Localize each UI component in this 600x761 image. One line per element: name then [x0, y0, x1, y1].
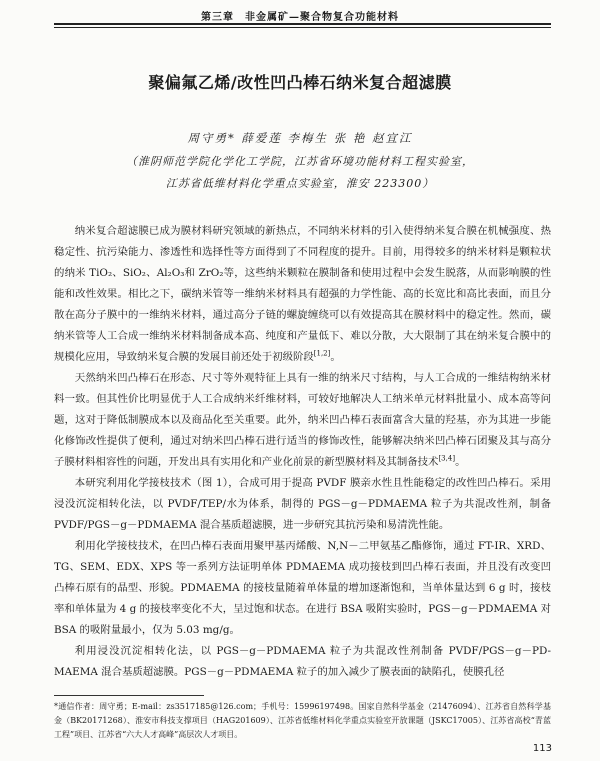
paragraph-5: 利用浸没沉淀相转化法，以 PGS－g－PDMAEMA 粒子为共混改性剂制备 PVDF/PGS－g－PD-MAEMA 混合基质超滤膜。PGS－g－PDMAEMA 粒子的加入减少了膜表面的缺陷孔，使膜孔径 [54, 645, 551, 678]
paragraph-1-end: 。 [330, 351, 341, 363]
header-rule-thick [54, 23, 551, 25]
header-rule-thin [54, 27, 551, 28]
article-title: 聚偏氟乙烯/改性凹凸棒石纳米复合超滤膜 [148, 73, 452, 92]
footnote-rule [54, 695, 204, 696]
page-number: 113 [532, 743, 552, 754]
citation-ref-1-2: [1,2] [313, 349, 331, 358]
citation-ref-3-4: [3,4] [438, 454, 456, 463]
body-text [54, 221, 551, 683]
running-header: 第三章 非金属矿—聚合物复合功能材料 [201, 12, 399, 23]
paragraph-2-text: 天然纳米凹凸棒石在形态、尺寸等外观特征上具有一维的纳米尺寸结构，与人工合成的一维结构纳米材料一致。但其性价比明显优于人工合成纳米纤维材料，可较好地解决人工纳米单元材料批量小、成本高等问题，这对于降低制膜成本以及商品化至关重要。此外，纳米凹凸棒石表面富含大量的羟基，亦为其进一步能化修饰改性提供了便利，通过对纳米凹凸棒石进行适当的修饰改性，能够解决纳米凹凸棒石团聚及其与高分子膜材料相容性的问题，开发出具有实用化和产业化前景的新型膜材料及其制备技术 [54, 372, 551, 468]
paragraph-1-text: 纳米复合超滤膜已成为膜材料研究领域的新热点，不同纳米材料的引入使得纳米复合膜在机械强度、热稳定性、抗污染能力、渗透性和选择性等方面得到了不同程度的提升。目前，用得较多的纳米材料是颗粒状的纳米 TiO₂、SiO₂、Al₂O₃和 ZrO₂等，这些纳米颗粒在膜制备和使用过程中会发生脱落，从而影响膜的性能和改性效果。相比之下，碳纳米管等一维纳米材料具有超强的力学性能、高的长宽比和高比表面，而且分散在高分子膜中的一维纳米材料，通过高分子链的螺旋缠绕可以有效提高其在膜材料中的稳定性。然而，碳纳米管等人工合成一维纳米材料制备成本高、纯度和产量低下、难以分散，大大限制了其在纳米复合膜中的规模化应用，导致纳米复合膜的发展目前还处于初级阶段 [54, 225, 551, 363]
affiliation-line-2: 江苏省低维材料化学重点实验室，淮安 223300） [165, 177, 435, 190]
footnote: *通信作者：周守勇；E-mail：zs3517185@126.com；手机号：15996197498。国家自然科学基金（21476094）、江苏省自然科学基金（BK20171268）、淮安市科技支撑项目（HAG201609）、江苏省低维材料化学重点实验室开放课题（JSKC17005）、江苏省高校“青蓝工程”项目、江苏省“六大人才高峰”高层次人才项目。 [54, 702, 551, 739]
paragraph-2 [54, 368, 551, 473]
paragraph-2-end: 。 [455, 456, 466, 468]
paragraph-3: 本研究利用化学接枝技术（图 1），合成可用于提高 PVDF 膜亲水性且性能稳定的改性凹凸棒石。采用浸没沉淀相转化法，以 PVDF/TEP/水为体系，制得的 PGS－g－PDMAEMA 粒子为共混改性剂，制备 PVDF/PGS－g－PDMAEMA 混合基质超滤膜，进一步研究其抗污染和易清洗性能。 [54, 477, 551, 531]
author-list: 周守勇* 薛爱莲 李梅生 张 艳 赵宜江 [187, 131, 413, 145]
paragraph-1 [54, 221, 551, 368]
paragraph-4: 利用化学接枝技术，在凹凸棒石表面用聚甲基丙烯酸、N,N－二甲氨基乙酯修饰，通过 FT-IR、XRD、TG、SEM、EDX、XPS 等一系列方法证明单体 PDMAEMA 成功接枝到凹凸棒石表面，并且没有改变凹凸棒石原有的晶型、形貌。PDMAEMA 的接枝量随着单体量的增加逐渐饱和，当单体量达到 6 g 时，接枝率和单体量为 4 g 的接枝率变化不大，呈过饱和状态。在进行 BSA 吸附实验时，PGS－g－PDMAEMA 对 BSA 的吸附量最小，仅为 5.03 mg/g。 [54, 540, 551, 636]
affiliation-line-1: （淮阴师范学院化学化工学院，江苏省环境功能材料工程实验室， [126, 155, 474, 168]
